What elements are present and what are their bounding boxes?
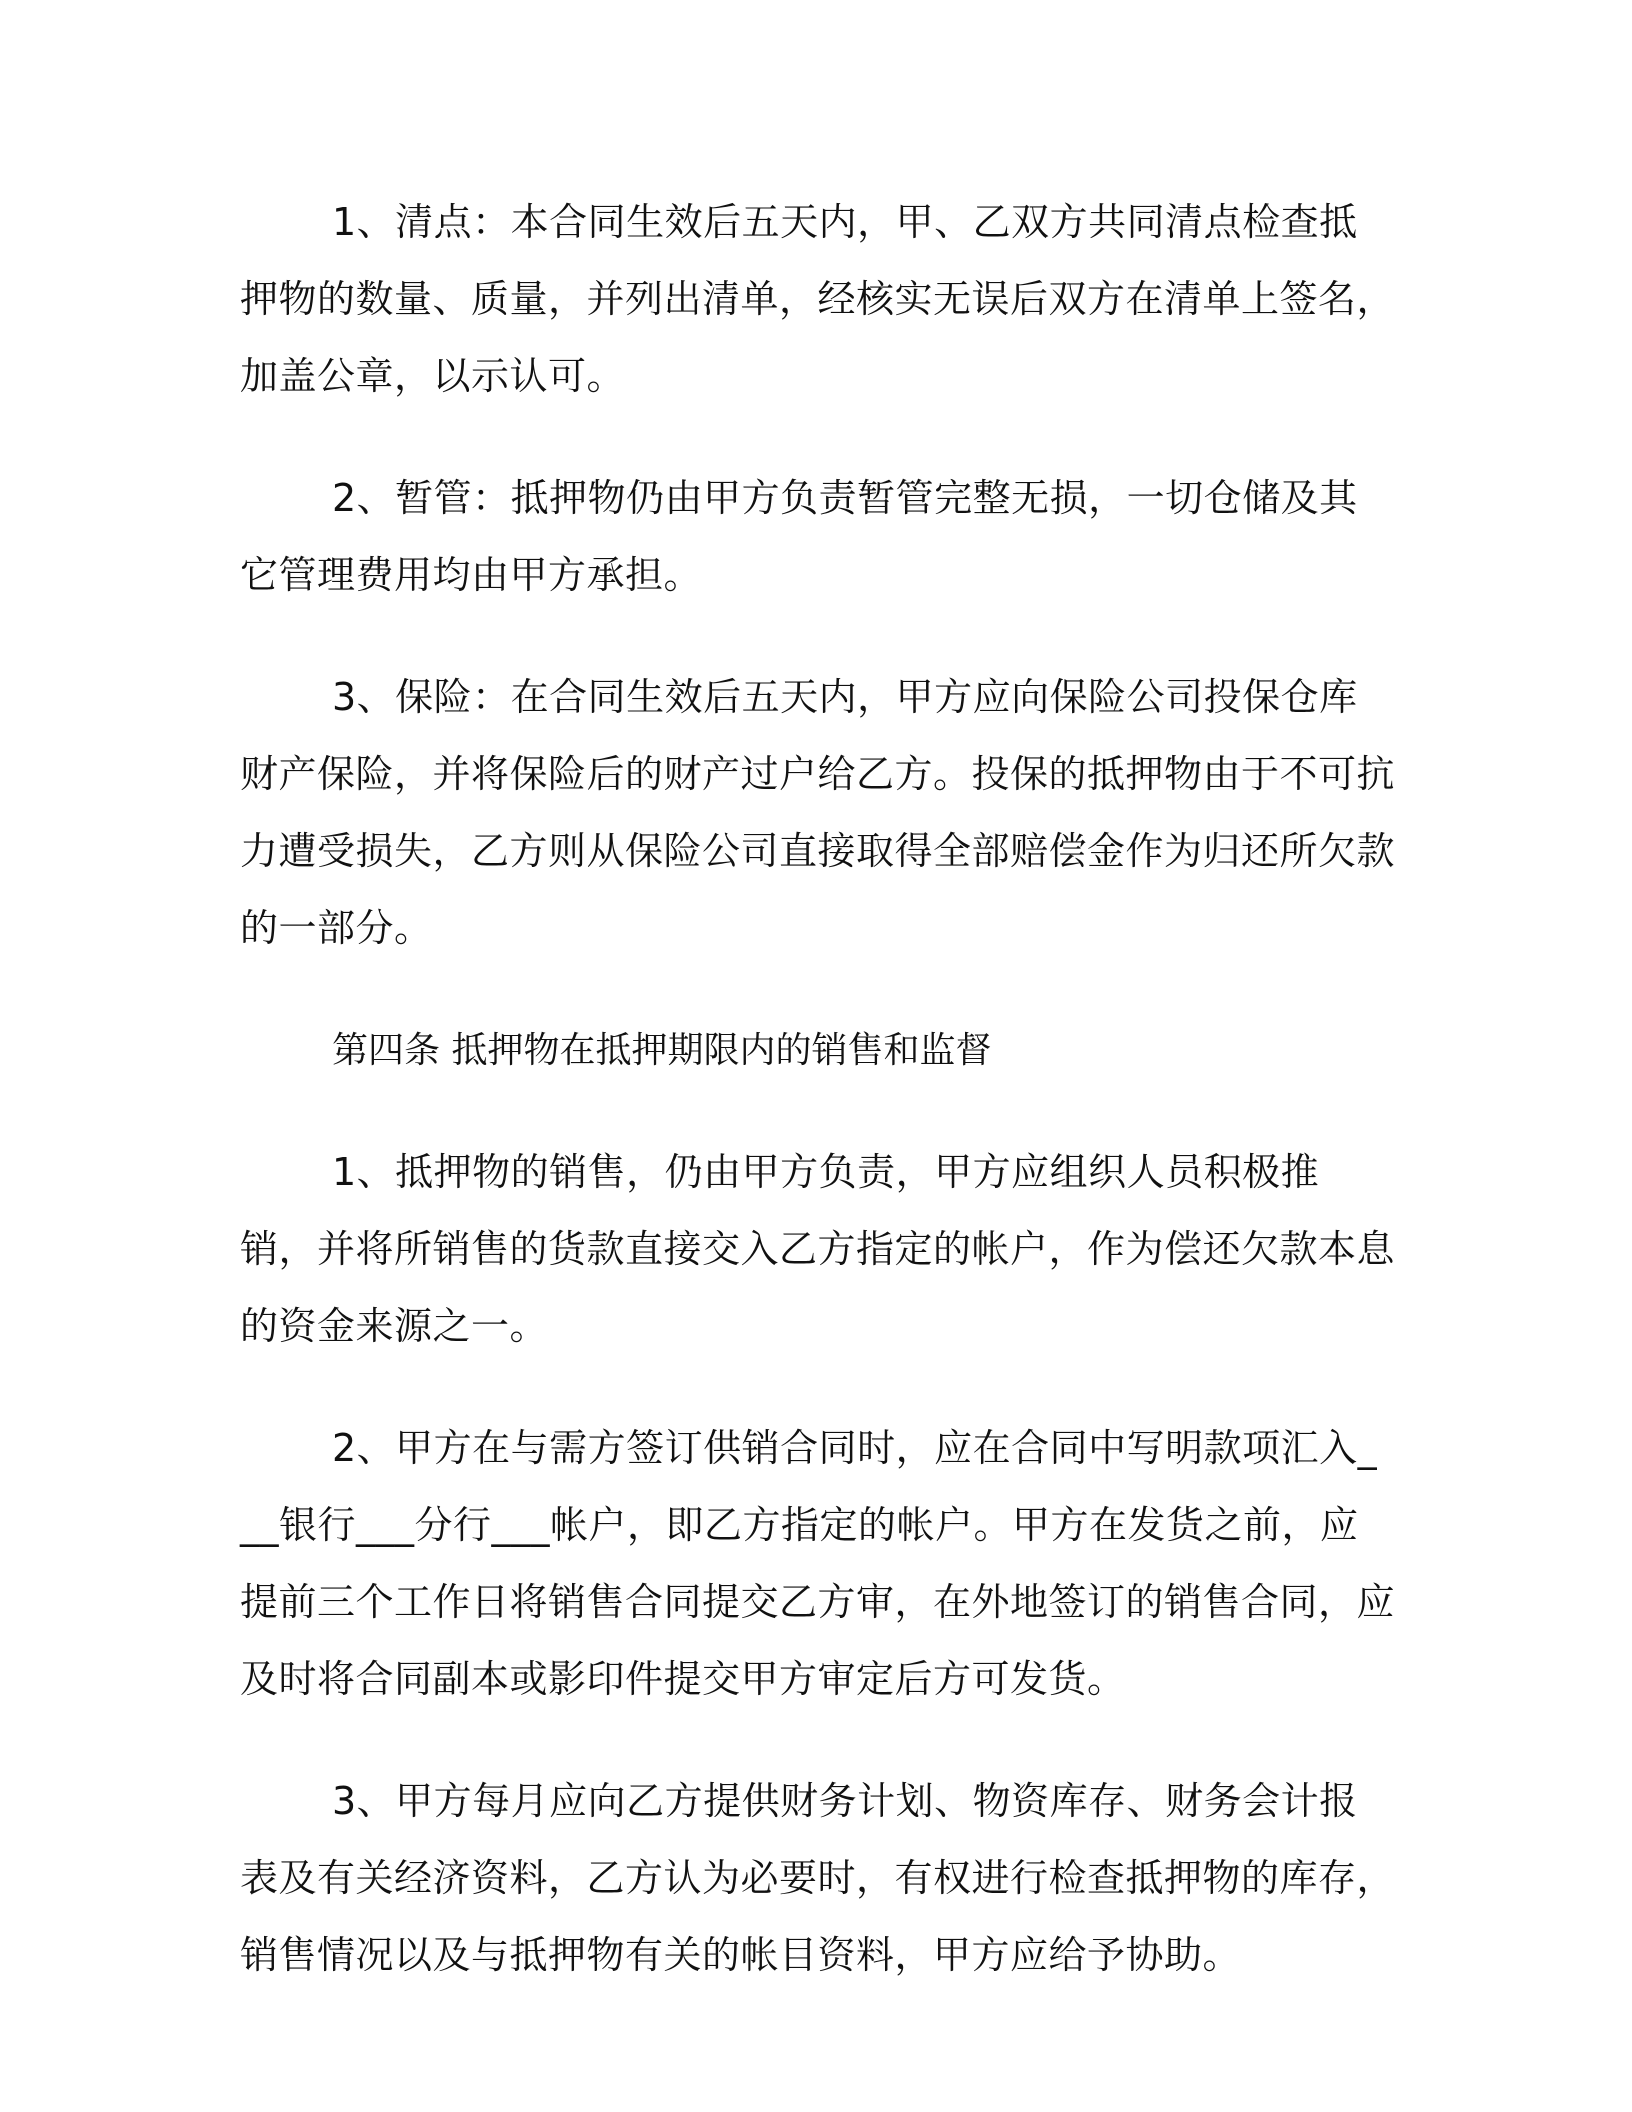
clause-sales-paragraph: 1、抵押物的销售，仍由甲方负责，甲方应组织人员积极推销，并将所销售的货款直接交入乙方指定的帐户，作为偿还欠款本息的资金来源之一。 <box>240 1150 1396 1348</box>
document-body <box>240 184 1395 1994</box>
section-four-heading: 第四条 抵押物在抵押期限内的销售和监督 <box>332 1030 992 1071</box>
clause-insurance-paragraph: 3、保险：在合同生效后五天内，甲方应向保险公司投保仓库财产保险，并将保险后的财产过户给乙方。投保的抵押物由于不可抗力遭受损失，乙方则从保险公司直接取得全部赔偿金作为归还所欠款的一部分。 <box>240 675 1396 950</box>
clause-inventory-paragraph: 1、清点：本合同生效后五天内，甲、乙双方共同清点检查抵押物的数量、质量，并列出清单，经核实无误后双方在清单上签名，加盖公章，以示认可。 <box>240 200 1396 398</box>
clause-custody-paragraph: 2、暂管：抵押物仍由甲方负责暂管完整无损，一切仓储及其它管理费用均由甲方承担。 <box>240 476 1358 597</box>
clause-financial-report-paragraph: 3、甲方每月应向乙方提供财务计划、物资库存、财务会计报表及有关经济资料，乙方认为必要时，有权进行检查抵押物的库存，销售情况以及与抵押物有关的帐目资料，甲方应给予协助。 <box>240 1779 1396 1977</box>
clause-supply-contract-paragraph: 2、甲方在与需方签订供销合同时，应在合同中写明款项汇入___银行___分行___帐户，即乙方指定的帐户。甲方在发货之前，应提前三个工作日将销售合同提交乙方审，在外地签订的销售合同，应及时将合同副本或影印件提交甲方审定后方可发货。 <box>240 1426 1396 1701</box>
